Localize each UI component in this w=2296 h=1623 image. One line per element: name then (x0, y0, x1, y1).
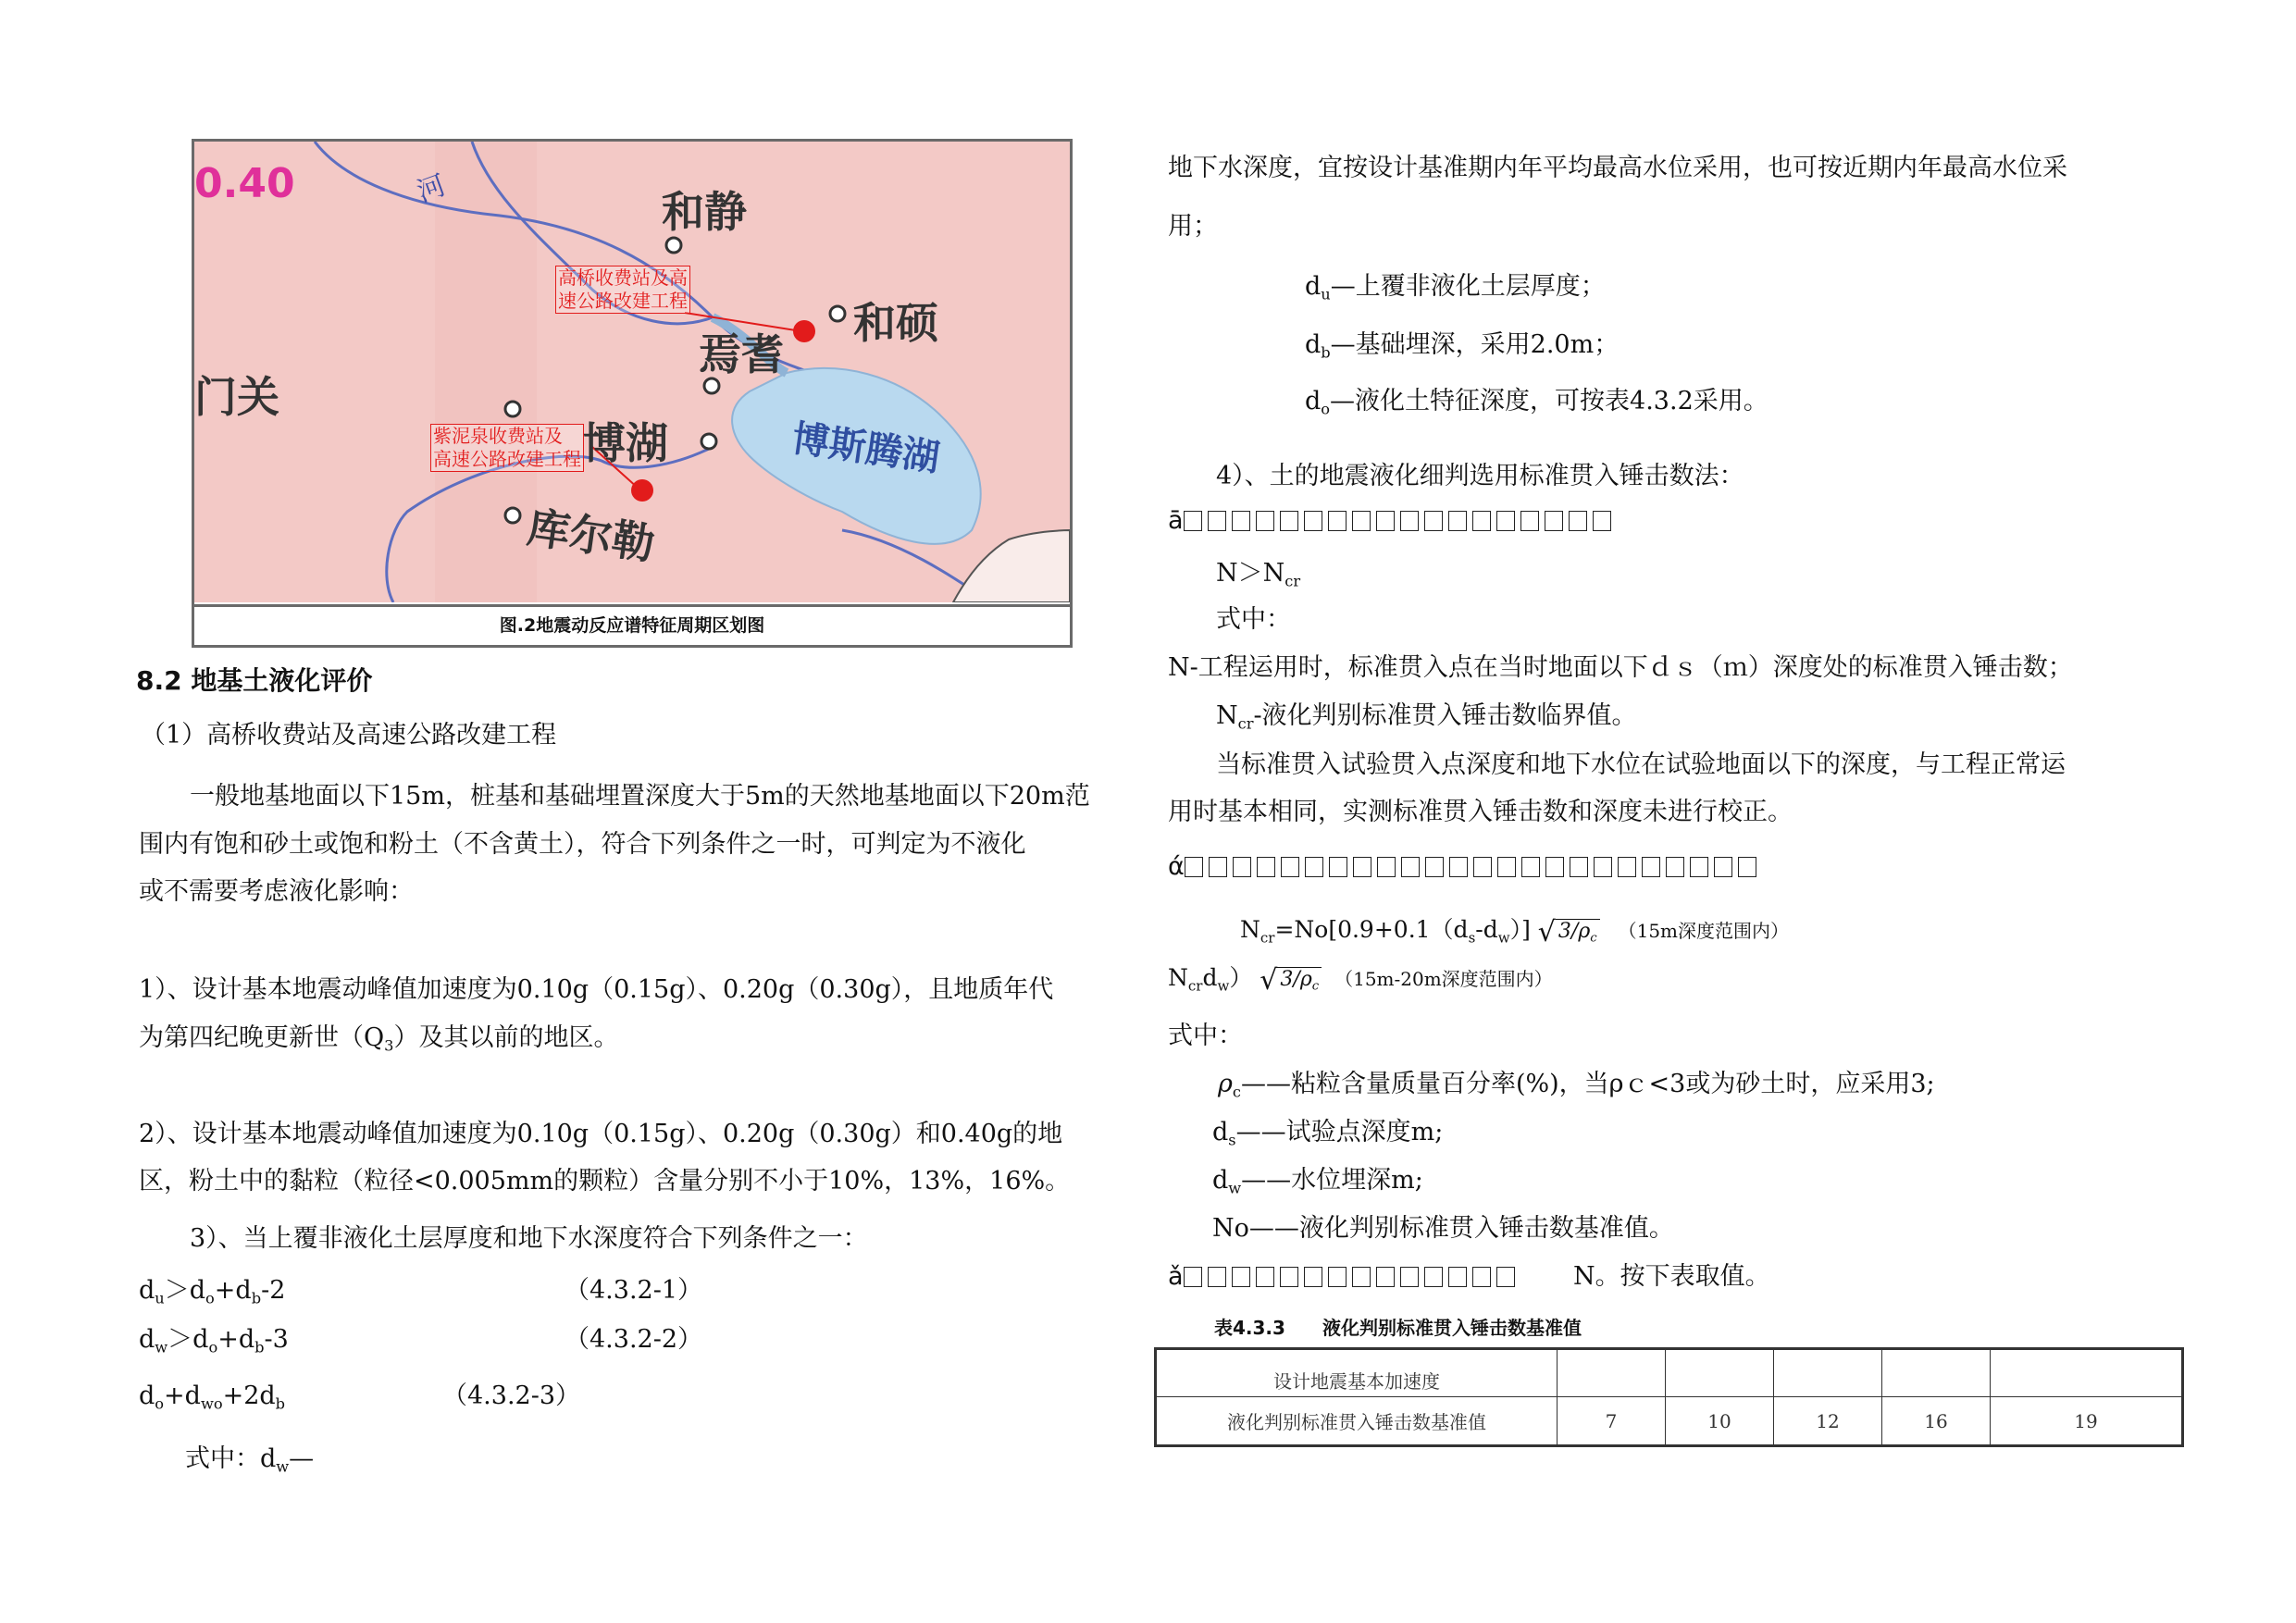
def-rho-sub: c (1232, 1083, 1241, 1101)
glyph-boxes-b (1168, 849, 1762, 886)
glyph-boxes-c (1168, 1258, 1520, 1295)
item2-line1: 2）、设计基本地震动峰值加速度为0.10g（0.15g）、0.20g（0.30g）和0.40g的地 (139, 1120, 1063, 1148)
missing-glyph-box (1521, 857, 1540, 877)
item1-sub: 3 (384, 1036, 394, 1055)
missing-glyph-box (1496, 1267, 1515, 1287)
eq2-s: cr (1187, 977, 1203, 995)
table-row1-label: 设计地震基本加速度 (1156, 1349, 1558, 1397)
missing-glyph-box (1424, 1267, 1443, 1287)
missing-glyph-box (1376, 511, 1395, 531)
ncr-def-sub: cr (1237, 714, 1254, 733)
callout-gaoqiao-line1: 高桥收费站及高 (558, 266, 688, 289)
shizhong-2: 式中： (1168, 1022, 1243, 1050)
missing-glyph-box (1738, 857, 1756, 877)
missing-glyph-box (1448, 511, 1467, 531)
table-row2-label: 液化判别标准贯入锤击数基准值 (1156, 1397, 1558, 1446)
missing-glyph-box (1280, 511, 1298, 531)
formula-3 (139, 1378, 285, 1423)
eq2-root-text: 3/ρ (1280, 968, 1312, 991)
eq2-root (1277, 967, 1322, 994)
formula-1-ref: （4.3.2-1） (565, 1276, 703, 1305)
missing-glyph-box (1570, 857, 1588, 877)
missing-glyph-box (1400, 1267, 1419, 1287)
def-rho-text: ——粘粒含量质量百分率(%)，当ρｃ<3或为砂土时，应采用3; (1240, 1070, 1935, 1098)
liquefaction-table (1154, 1347, 2184, 1447)
missing-glyph-box (1304, 1267, 1322, 1287)
section-heading: 8.2 地基土液化评价 (136, 665, 373, 696)
formula-2 (139, 1321, 289, 1367)
n-gt-sub: cr (1285, 572, 1301, 590)
def-du-text: —上覆非液化土层厚度； (1330, 272, 1606, 301)
missing-glyph-box (1208, 511, 1226, 531)
map-zone-value: 0.40 (194, 160, 295, 207)
missing-glyph-box (1280, 1267, 1298, 1287)
missing-glyph-box (1400, 511, 1419, 531)
city-menguan: 门关 (194, 372, 279, 422)
f2-bs: o (208, 1338, 218, 1357)
missing-glyph-box (1353, 857, 1371, 877)
missing-glyph-box (1473, 857, 1492, 877)
f2-a: d (139, 1325, 155, 1354)
callout-ziniquan-line2: 高速公路改建工程 (433, 448, 581, 470)
f1-d: -2 (261, 1276, 286, 1305)
missing-glyph-box (1593, 511, 1611, 531)
callout-ziniquan (430, 424, 584, 472)
f1-b: ＞d (164, 1276, 206, 1305)
where-line (185, 1441, 314, 1486)
glyph-b-prefix: ά (1168, 852, 1185, 881)
equation-2 (1168, 960, 1553, 997)
glyph-a-prefix: ā (1168, 506, 1184, 535)
f2-cs: b (254, 1338, 265, 1357)
missing-glyph-box (1232, 1267, 1250, 1287)
eq1-root-sub: c (1590, 931, 1597, 946)
eq2-range: （15m-20m深度范围内） (1334, 968, 1553, 990)
item1-line2-text: 为第四纪晚更新世（Q (139, 1023, 385, 1052)
missing-glyph-box (1618, 857, 1636, 877)
table-value-2: 10 (1666, 1397, 1774, 1446)
eq1-range: （15m深度范围内） (1618, 920, 1790, 942)
missing-glyph-box (1376, 1267, 1395, 1287)
equation-1 (1240, 911, 1789, 948)
f1-cs: b (251, 1289, 262, 1307)
def-do: $d_o—$液化土特征深度，可按表4.3.2采用。 (1305, 387, 1769, 418)
ncr-def-text: -液化判别标准贯入锤击数临界值。 (1253, 701, 1637, 730)
where-text: 式中：d (185, 1444, 277, 1473)
f1-c: +d (214, 1276, 252, 1305)
missing-glyph-box (1472, 511, 1491, 531)
missing-glyph-box (1233, 857, 1251, 877)
missing-glyph-box (1496, 511, 1515, 531)
boxes-c-tail: N。按下表取值。 (1573, 1262, 1770, 1291)
callout-gaoqiao (555, 266, 690, 314)
f2-d: -3 (264, 1325, 289, 1354)
subheading: （1）高桥收费站及高速公路改建工程 (141, 721, 557, 750)
cont-line1: 地下水深度，宜按设计基准期内年平均最高水位采用，也可按近期内年最高水位采 (1168, 154, 2067, 182)
eq1-root (1556, 919, 1600, 946)
city-korla: 库尔勒 (524, 502, 658, 570)
missing-glyph-box (1472, 1267, 1491, 1287)
missing-glyph-box (1185, 857, 1203, 877)
ncr-def-a: N (1216, 701, 1238, 730)
missing-glyph-box (1352, 511, 1371, 531)
item1-line2 (139, 1020, 618, 1065)
table-cell (1666, 1349, 1774, 1397)
river-label: 河 (413, 168, 451, 209)
missing-glyph-box (1520, 511, 1539, 531)
city-hejing: 和静 (662, 187, 747, 237)
f3-a: d (139, 1381, 155, 1410)
missing-glyph-box (1304, 511, 1322, 531)
sqrt-symbol-1: √ (1537, 916, 1556, 948)
eq2-a: N (1168, 964, 1188, 991)
table-value-1: 7 (1558, 1397, 1666, 1446)
def-dw-sub: w (1228, 1179, 1242, 1197)
para-std-line2: 用时基本相同，实测标准贯入锤击数和深度未进行校正。 (1168, 798, 1793, 826)
eq2-s2: w (1217, 977, 1230, 995)
table-value-5: 19 (1991, 1397, 2183, 1446)
missing-glyph-box (1329, 857, 1347, 877)
f1-bs: o (205, 1289, 215, 1307)
missing-glyph-box (1328, 511, 1347, 531)
item2-line2: 区，粉土中的黏粒（粒径<0.005mm的颗粒）含量分别不小于10%，13%，16%。 (139, 1167, 1071, 1196)
callout-gaoqiao-line2: 速公路改建工程 (558, 290, 688, 312)
missing-glyph-box (1232, 511, 1250, 531)
map-figure (192, 139, 1073, 648)
missing-glyph-box (1449, 857, 1468, 877)
def-du: $d_u—$上覆非液化土层厚度； (1305, 272, 1606, 304)
where-tail: — (289, 1444, 315, 1473)
lake-label: 博斯腾湖 (789, 417, 942, 480)
n-gt-ncr (1216, 555, 1300, 601)
eq1-c: -d (1475, 916, 1498, 943)
f3-bs: wo (200, 1394, 223, 1413)
eq2-b: d (1202, 964, 1218, 991)
missing-glyph-box (1424, 511, 1443, 531)
f3-as: o (155, 1394, 165, 1413)
table-cell (1991, 1349, 2183, 1397)
f1-as: u (155, 1289, 165, 1307)
item1-line1: 1）、设计基本地震动峰值加速度为0.10g（0.15g）、0.20g（0.30g），且地质年代 (139, 975, 1054, 1004)
f3-c: +2d (222, 1381, 276, 1410)
f3-b: +d (164, 1381, 201, 1410)
eq1-a: N (1240, 916, 1260, 943)
missing-glyph-box (1545, 511, 1563, 531)
f2-as: w (155, 1338, 168, 1357)
table-row (1156, 1349, 2183, 1397)
ncr-definition (1216, 698, 1637, 743)
missing-glyph-box (1328, 1267, 1347, 1287)
glyph-c-prefix: ǎ (1168, 1262, 1184, 1291)
eq1-s3: w (1497, 929, 1510, 947)
def-ds: $d_s——$试验点深度m; (1212, 1118, 1444, 1149)
glyph-boxes-c-row (1184, 1262, 1520, 1291)
formula-2-ref: （4.3.2-2） (565, 1325, 703, 1354)
missing-glyph-box (1184, 511, 1202, 531)
figure-caption: 图.2地震动反应谱特征周期区划图 (499, 615, 765, 636)
eq1-s2: s (1468, 929, 1476, 947)
city-heshuo: 和硕 (853, 298, 938, 348)
eq2-c: ） (1229, 964, 1253, 991)
missing-glyph-box (1497, 857, 1516, 877)
table-cell (1882, 1349, 1991, 1397)
item3: 3）、当上覆非液化土层厚度和地下水深度符合下列条件之一： (190, 1224, 868, 1253)
table-row (1156, 1397, 2183, 1446)
f1-a: d (139, 1276, 155, 1305)
n-definition: N-工程运用时，标准贯入点在当时地面以下ｄｓ（ｍ）深度处的标准贯入锤击数； (1168, 653, 2073, 682)
def-rho-a: ρ (1218, 1070, 1233, 1098)
where-sub: w (276, 1457, 290, 1476)
item1-tail: ）及其以前的地区。 (393, 1023, 619, 1052)
missing-glyph-box (1352, 1267, 1371, 1287)
para-std-line1: 当标准贯入试验贯入点深度和地下水位在试验地面以下的深度，与工程正常运 (1216, 750, 2066, 779)
missing-glyph-box (1690, 857, 1708, 877)
sqrt-symbol-2: √ (1260, 964, 1278, 997)
f3-cs: b (275, 1394, 286, 1413)
eq1-d: ）] (1509, 916, 1531, 943)
missing-glyph-box (1305, 857, 1323, 877)
def-du-sub: u (1321, 285, 1331, 304)
missing-glyph-box (1569, 511, 1587, 531)
eq2-root-sub: c (1311, 979, 1320, 994)
para1-line3: 或不需要考虑液化影响： (139, 877, 414, 906)
formula-1 (139, 1272, 285, 1318)
callout-ziniquan-line1: 紫泥泉收费站及 (433, 425, 563, 447)
table-cell (1774, 1349, 1882, 1397)
glyph-boxes-a (1168, 502, 1617, 539)
missing-glyph-box (1666, 857, 1684, 877)
eq1-s: cr (1260, 929, 1275, 947)
def-dw: $d_w——$水位埋深m; (1212, 1166, 1423, 1197)
glyph-boxes-a-row (1184, 506, 1617, 535)
table-title: 表4.3.3 液化判别标准贯入锤击数基准值 (1214, 1317, 1582, 1339)
city-yanqi: 焉耆 (699, 329, 784, 379)
def-dw-text: ——水位埋深m; (1241, 1166, 1423, 1195)
def-ds-text: ——试验点深度m; (1235, 1118, 1444, 1146)
missing-glyph-box (1401, 857, 1420, 877)
def-do-text: —液化土特征深度，可按表4.3.2采用。 (1330, 387, 1769, 415)
missing-glyph-box (1545, 857, 1564, 877)
city-bohu: 博湖 (583, 418, 668, 468)
missing-glyph-box (1714, 857, 1732, 877)
missing-glyph-box (1594, 857, 1612, 877)
def-ds-sub: s (1228, 1131, 1236, 1149)
cont-line2: 用； (1168, 212, 1218, 241)
table-value-3: 12 (1774, 1397, 1882, 1446)
missing-glyph-box (1257, 857, 1275, 877)
missing-glyph-box (1425, 857, 1444, 877)
def-do-sub: o (1321, 400, 1331, 418)
eq1-root-text: 3/ρ (1558, 920, 1591, 943)
def-db-text: —基础埋深，采用2.0m； (1330, 330, 1620, 359)
shizhong-1: 式中： (1216, 605, 1291, 634)
formula-3-ref: （4.3.2-3） (442, 1381, 581, 1410)
eq1-b: =No[0.9+0.1（d (1274, 916, 1469, 943)
missing-glyph-box (1281, 857, 1299, 877)
item4: 4）、土的地震液化细判选用标准贯入锤击数法： (1216, 462, 1744, 490)
missing-glyph-box (1448, 1267, 1467, 1287)
def-rho (1218, 1066, 1935, 1111)
missing-glyph-box (1208, 1267, 1226, 1287)
table-cell (1558, 1349, 1666, 1397)
seismic-zoning-map (194, 142, 1070, 602)
def-no: No——液化判别标准贯入锤击数基准值。 (1212, 1214, 1674, 1243)
para1-line1: 一般地基地面以下15m，桩基和基础埋置深度大于5m的天然地基地面以下20m范 (190, 782, 1090, 811)
missing-glyph-box (1256, 511, 1274, 531)
caption-divider (194, 604, 1070, 607)
missing-glyph-box (1184, 1267, 1202, 1287)
f2-c: +d (217, 1325, 255, 1354)
missing-glyph-box (1642, 857, 1660, 877)
def-db: $d_b—$基础埋深，采用2.0m； (1305, 330, 1620, 362)
table-value-4: 16 (1882, 1397, 1991, 1446)
missing-glyph-box (1377, 857, 1396, 877)
def-db-sub: b (1321, 343, 1331, 362)
missing-glyph-box (1256, 1267, 1274, 1287)
para1-line2: 围内有饱和砂土或饱和粉土（不含黄土），符合下列条件之一时，可判定为不液化 (139, 830, 1026, 859)
missing-glyph-box (1209, 857, 1227, 877)
n-gt-text: N＞N (1216, 559, 1285, 588)
glyph-boxes-b-row (1185, 852, 1762, 881)
f2-b: ＞d (168, 1325, 209, 1354)
